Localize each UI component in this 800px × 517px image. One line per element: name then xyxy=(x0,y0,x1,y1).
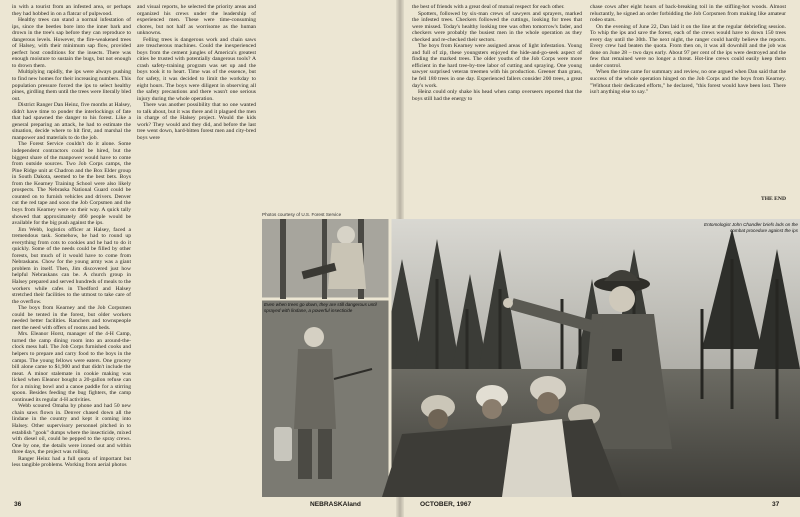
paragraph: Jim Webb, logistics officer at Halsey, faced a tremendous task. Somehow, he had to round up everything from cots to cookies and he had to do it quickly. Some of the needs could be filled by other forests, but much of it would have to come from Nebraskans. Chow for the young army was a giant problem in itself. Then, Jim discovered just how helpful Nebraskans can be. A church group in Halsey prepared and served hundreds of meals to the workers while cafes in Thedford and Halsey stretched their facilities to the utmost to take care of the overflow. xyxy=(12,226,131,305)
left-page-number: 36 xyxy=(14,501,22,508)
forest-photo xyxy=(262,219,800,497)
the-end-mark: THE END xyxy=(760,196,786,202)
paragraph: Mrs. Eleanor Horst, manager of the 4-H Camp, turned the camp dining room into an around-the-clock mess hall. The Job Corps furnished cooks and helpers to prepare and carry food to the boys in the camps. The young fellows were eaters. One grocery bill alone came to $1,900 and that didn't include the meat. A minor stalemate in cookie making was licked when Eleanor bought a 20-gallon refuse can for a mixing bowl and a canoe paddle for a stirring spoon. Besides feeding the bug fighters, the camp continued its regular 4-H activities. xyxy=(12,331,131,403)
paragraph: The boys from Kearney and the Job Corpsmen could be tented in the forest, but older workers needed better facilities. Ranchers and townspeople met the need with offers of rooms and beds. xyxy=(12,305,131,331)
paragraph: There was another possibility that no one wanted to talk about, but it was there and it plagued the men in charge of the Halsey project. Would the kids work? They would and they did, and before the last tree went down, hard-bitten forest men and city-bred boys were xyxy=(137,102,256,141)
right-page-column-1 xyxy=(412,4,582,210)
paragraph: The boys from Kearney were assigned areas of light infestation. Young and full of zip, these youngsters enjoyed the hide-and-go-seek aspect of finding the marked trees. The older youths of the Job Corps were more efficient in the hard tree-by-tree labor of cutting and spraying. One young sawyer surprised veteran treemen with his production. Greener than grass, he fell 180 trees in one day. Experienced fallers consider 200 trees, a great day's work. xyxy=(412,43,582,89)
photo-credit: Photos courtesy of U.S. Forest Service xyxy=(262,212,342,217)
paragraph: The Forest Service couldn't do it alone. Some independent contractors could be hired, but the biggest share of the manpower would have to come from outside sources. Two Job Corps camps, the Pine Ridge unit at Chadron and the Box Elder group in South Dakota, seemed to be the best bets. Boys from the Kearney Training School were also likely prospects. The Nebraska National Guard could be counted on to furnish vehicles and drivers. Denver cut the red tape and soon the Job Corpsmen and the boys from Kearney were on their way. A quick tally showed that approximately 460 people would be available for the big push against the ips. xyxy=(12,141,131,227)
right-page-column-2 xyxy=(590,4,786,194)
magazine-name: NEBRASKAland xyxy=(310,501,361,508)
forest-photo-illustration xyxy=(262,219,800,497)
issue-date: OCTOBER, 1967 xyxy=(420,501,472,508)
paragraph: and visual reports, he selected the priority areas and organized his crews under the leadership of experienced men. These were time-consuming chores, but not half as worrisome as the human unknowns. xyxy=(137,4,256,37)
paragraph: Healthy trees can stand a normal infestation of ips, since the beetles bore into the inner bark and drown in the tree's sap before they can reproduce to dangerous levels. However, the fire-weakened trees of Halsey, with their minimum sap flow, provided perfect host conditions for the insects. There was enough moisture to sustain the bugs, but not enough to drown them. xyxy=(12,17,131,69)
paragraph: When the time came for summary and review, no one argued when Dan said that the success of the whole operation hinged on the Job Corps and the boys from Kearney. "Without their dedicated efforts," he declared, "this forest would have been lost. There isn't anything else to say." xyxy=(590,69,786,96)
left-page-column-1 xyxy=(12,4,131,500)
paragraph: Felling trees is dangerous work and chain saws are treacherous machines. Could the inexperienced boys from the cement jungles of America's greatest cities be trusted with potentially dangerous tools? A crash safety-training program was set up and the boys took it to heart. Time was of the essence, but for safety, it was decided to limit the workday to eight hours. The boys were diligent in observing all the safety precautions and there wasn't one serious injury during the whole operation. xyxy=(137,36,256,102)
paragraph: District Ranger Dan Heinz, five months at Halsey, didn't have time to ponder the interlockings of fate that had spawned the danger to his forest. Like a general preparing an attack, he had to estimate the situation, decide where to hit first, and marshal the manpower and materials to do the job. xyxy=(12,102,131,141)
paragraph: Ranger Heinz had a full quota of important but less tangible problems. Working from aerial photos xyxy=(12,455,131,469)
paragraph: Heinz could only shake his head when camp overseers reported that the boys still had the energy to xyxy=(412,89,582,102)
paragraph: On the evening of June 22, Dan laid it on the line at the regular debriefing session. To whip the ips and save the forest, each of the crews would have to down 150 trees every day until the 30th. The next night, the ranger could hardly believe the reports. Every crew had beaten the quota. From then on, it was all downhill and the job was done on June 28 – two days early. About 97 per cent of the ips were destroyed and the few that remained were no longer a threat. Hot-line crews could easily keep them under control. xyxy=(590,23,786,69)
paragraph: chase cows after eight hours of back-breaking toil in the stifling-hot woods. Almost reluctantly, he signed an order forbidding the Job Corpsmen from making like amateur rodeo stars. xyxy=(590,4,786,24)
right-page-number: 37 xyxy=(772,501,780,508)
paragraph: Multiplying rapidly, the ips were always pushing to find new homes for their increasing numbers. This population pressure forced the ips to select healthy pines, girdling them until the trees were literally bled out. xyxy=(12,69,131,102)
paragraph: Webb scoured Omaha by phone and had 50 new chain saws flown in. Denver chased down all the lindane in the country and kept it coming into Halsey. Other supervisory personnel pitched in to establish "gook" dumps where the insecticide, mixed with diesel oil, could be pepped to the spray crews. One by one, the details were ironed out and within three days, the project was rolling. xyxy=(12,403,131,456)
paragraph: the best of friends with a great deal of mutual respect for each other. xyxy=(412,4,565,10)
paragraph: in with a tourist from an infested area, or perhaps they had hobbed in on a flatcar of pulpwood. xyxy=(12,4,131,17)
left-photo-caption: Even when trees go down, they are still dangerous until sprayed with lindane, a powerful insecticide xyxy=(264,302,377,313)
right-photo-caption: Entomologist John Chandler briefs lads on the combat procedure against the ips xyxy=(704,222,798,233)
paragraph: Spotters, followed by six-man crews of sawyers and sprayers, marked the infested trees. Checkers followed the cuttings, looking for trees that were missed. Today's healthy looking tree was often tomorrow's fader, and checkers were probably the busiest men in the whole operation as they checked and re-checked their sectors. xyxy=(412,10,582,43)
left-page-column-2 xyxy=(137,4,256,212)
